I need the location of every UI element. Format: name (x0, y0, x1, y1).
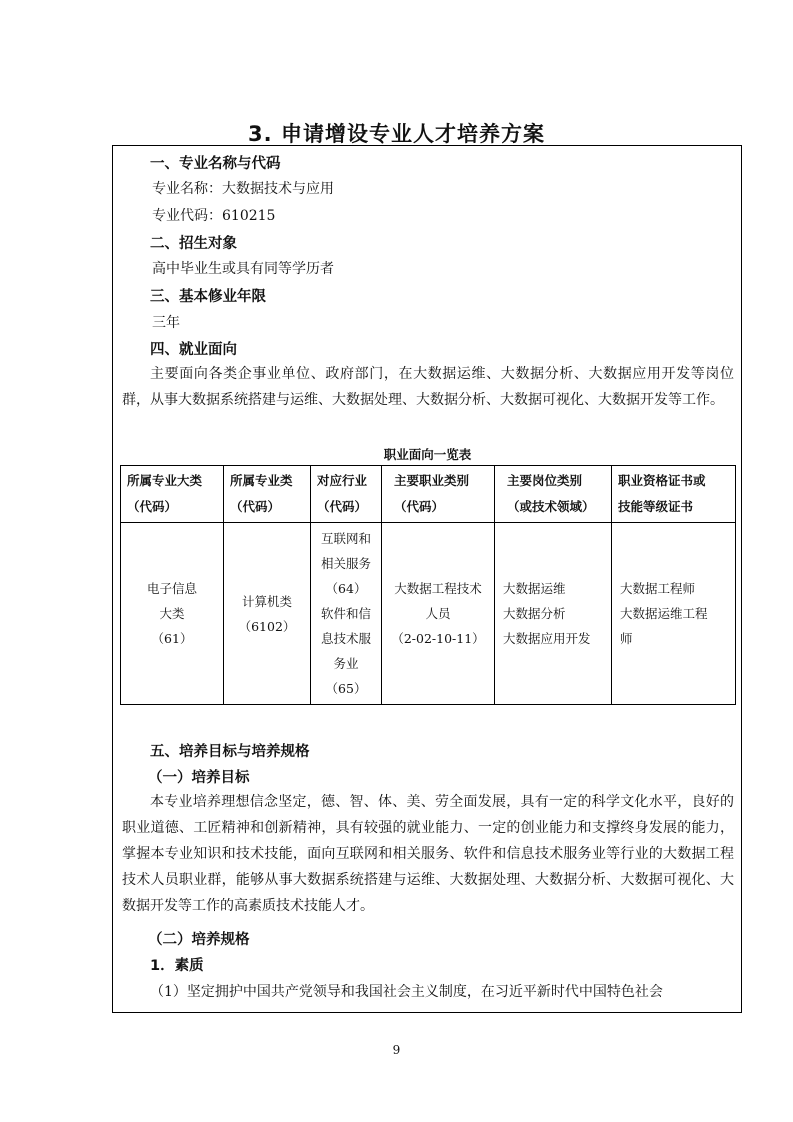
cell-major-category: 电子信息 大类 （61） (121, 523, 224, 705)
section-heading-training: 五、培养目标与培养规格 (150, 744, 310, 760)
occupation-table (120, 465, 736, 705)
page-number: 9 (392, 1043, 401, 1057)
table-caption: 职业面向一览表 (383, 447, 472, 462)
cell-occupation-category: 大数据工程技术 人员 （2-02-10-11） (382, 523, 495, 705)
employment-paragraph: 主要面向各类企事业单位、政府部门，在大数据运维、大数据分析、大数据应用开发等岗位群，从事大数据系统搭建与运维、大数据处理、大数据分析、大数据可视化、大数据开发等工作。 (122, 366, 734, 408)
header-major-category: 所属专业大类 （代码） (121, 466, 224, 523)
enrollment-target: 高中毕业生或具有同等学历者 (152, 261, 334, 277)
major-code: 专业代码：610215 (152, 208, 276, 224)
quality-item-text: （1）坚定拥护中国共产党领导和我国社会主义制度，在习近平新时代中国特色社会 (150, 984, 663, 1000)
header-certificate: 职业资格证书或 技能等级证书 (612, 466, 736, 523)
cell-position-category: 大数据运维 大数据分析 大数据应用开发 (495, 523, 612, 705)
section-heading-duration: 三、基本修业年限 (150, 289, 266, 305)
header-position-category: 主要岗位类别 （或技术领域） (495, 466, 612, 523)
cell-industry: 互联网和 相关服务 （64） 软件和信 息技术服 务业 （65） (311, 523, 382, 705)
subsection-heading-spec: （二）培养规格 (148, 932, 250, 948)
major-name: 专业名称：大数据技术与应用 (152, 181, 334, 197)
training-goal-paragraph: 本专业培养理想信念坚定，德、智、体、美、劳全面发展，具有一定的科学文化水平，良好的职业道德、工匠精神和创新精神，具有较强的就业能力、一定的创业能力和支撑终身发展的能力，掌握本专业知识和技术技能，面向互联网和相关服务、软件和信息技术服务业等行业的大数据工程技术人员职业群，能够从事大数据系统搭建与运维、大数据处理、大数据分析、大数据可视化、大数据开发等工作的高素质技术技能人才。 (122, 794, 734, 914)
section-heading-name-code: 一、专业名称与代码 (150, 156, 281, 172)
table-header-row (121, 466, 736, 523)
table-row (121, 523, 736, 705)
section-heading-employment: 四、就业面向 (150, 342, 237, 358)
header-major-class: 所属专业类 （代码） (224, 466, 311, 523)
section-heading-enrollment: 二、招生对象 (150, 236, 237, 252)
subsection-heading-goal: （一）培养目标 (148, 770, 250, 786)
document-title: 3. 申请增设专业人才培养方案 (248, 122, 545, 146)
cell-certificate: 大数据工程师 大数据运维工程 师 (612, 523, 736, 705)
header-industry: 对应行业 （代码） (311, 466, 382, 523)
cell-major-class: 计算机类 （6102） (224, 523, 311, 705)
study-duration: 三年 (152, 315, 180, 331)
header-occupation-category: 主要职业类别 （代码） (382, 466, 495, 523)
item-heading-quality: 1．素质 (150, 958, 204, 974)
